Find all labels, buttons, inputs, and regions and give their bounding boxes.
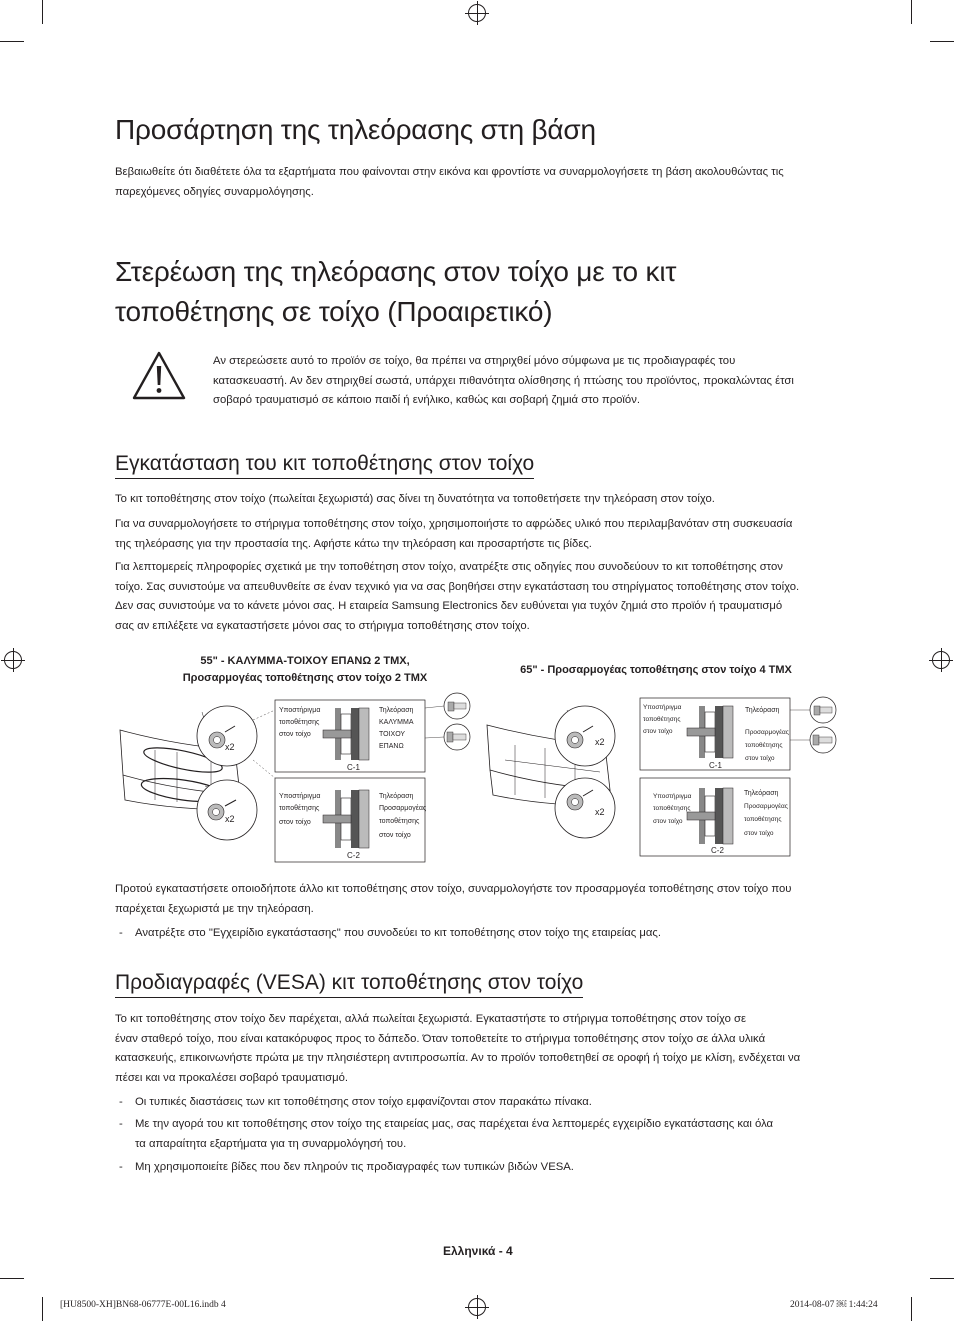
svg-text:τοποθέτησης: τοποθέτησης xyxy=(643,716,681,723)
paragraph: Για λεπτομερείς πληροφορίες σχετικά με την τοποθέτηση στον τοίχο, ανατρέξτε στις οδηγίες που συνοδεύουν το κιτ τοποθέτησης στον τοίχο. Σας συνιστούμε να απευθυνθείτε σε έναν τεχνικό για να σας βοηθήσει στην εγκατάσταση του στηρίγματος τοποθέτησης στον τοίχο. Δεν σας συνιστούμε να το κάνετε μόνοι σας. Η εταιρεία Samsung Electronics δεν ευθύνεται για τυχόν ζημιά στο προϊόν ή τραυματισμό σας αν επιλέξετε να εγκαταστήσετε μόνοι σας το στήριγμα τοποθέτησης στον τοίχο. xyxy=(115,561,800,632)
svg-text:Υποστήριγμα: Υποστήριγμα xyxy=(643,704,682,711)
crop-mark xyxy=(42,1297,43,1321)
paragraph: Το κιτ τοποθέτησης στον τοίχο δεν παρέχεται, αλλά πωλείται ξεχωριστά. Εγκαταστήστε το στήριγμα τοποθέτησης στον τοίχο σε έναν σταθερό τοίχο, που είναι κατακόρυφος προς το δάπεδο. Όταν τοποθετείτε το στήριγμα τοποθέτησης στον τοίχο σε άλλα υλικά κατασκευής, επικοινωνήστε πρώτα με την πλησιέστερη αντιπροσωπία. Αν το προϊόν τοποθετηθεί σε οροφή ή τοίχο με κλίση, ενδέχεται να πέσει και να προκαλέσει σοβαρό τραυματισμό. xyxy=(115,1013,801,1084)
svg-text:στον τοίχο: στον τοίχο xyxy=(279,819,311,826)
svg-text:C-2: C-2 xyxy=(347,851,360,860)
wall-mount-diagram-65 xyxy=(485,690,845,870)
svg-text:Προσαρμογέας: Προσαρμογέας xyxy=(745,729,789,736)
svg-text:x2: x2 xyxy=(595,737,605,747)
registration-mark-icon xyxy=(4,651,22,669)
wall-mount-diagram-55 xyxy=(115,690,475,870)
page-number: Ελληνικά - 4 xyxy=(443,1244,513,1258)
svg-text:x2: x2 xyxy=(225,742,235,752)
paragraph: Το κιτ τοποθέτησης στον τοίχο (πωλείται ξεχωριστά) σας δίνει τη δυνατότητα να τοποθετήσετε την τηλεόραση στον τοίχο. xyxy=(115,493,715,505)
svg-text:Υποστήριγμα: Υποστήριγμα xyxy=(279,793,321,800)
warning-text: Αν στερεώσετε αυτό το προϊόν σε τοίχο, θα πρέπει να στηριχθεί μόνο σύμφωνα με τις προδιαγραφές του κατασκευαστή. Αν δεν στηριχθεί σωστά, υπάρχει πιθανότητα ολίσθησης ή πτώσης του προϊόντος, προκαλώντας έτσι σοβαρό τραυματισμό σε κάποιο παιδί ή ενήλικο, καθώς και σοβαρή ζημιά στο προϊόν. xyxy=(213,355,794,406)
svg-text:Τηλεόραση: Τηλεόραση xyxy=(745,707,780,714)
crop-mark xyxy=(911,0,912,24)
note-item: - Οι τυπικές διαστάσεις των κιτ τοποθέτησης στον τοίχο εμφανίζονται στον παρακάτω πίνακα. xyxy=(119,1096,592,1108)
svg-text:τοποθέτησης: τοποθέτησης xyxy=(744,816,782,823)
svg-text:στον τοίχο: στον τοίχο xyxy=(745,755,775,762)
note-item: - Μη χρησιμοποιείτε βίδες που δεν πληρούν τις προδιαγραφές των τυπικών βιδών VESA. xyxy=(119,1161,574,1173)
svg-text:ΚΑΛΥΜΜΑ: ΚΑΛΥΜΜΑ xyxy=(379,719,414,726)
svg-text:στον τοίχο: στον τοίχο xyxy=(653,818,683,825)
svg-text:τοποθέτησης: τοποθέτησης xyxy=(653,805,691,812)
svg-text:ΕΠΑΝΩ: ΕΠΑΝΩ xyxy=(379,743,404,750)
crop-mark xyxy=(911,1297,912,1321)
svg-text:C-1: C-1 xyxy=(709,761,722,770)
svg-text:στον τοίχο: στον τοίχο xyxy=(643,728,673,735)
svg-text:στον τοίχο: στον τοίχο xyxy=(744,830,774,837)
svg-text:Τηλεόραση: Τηλεόραση xyxy=(744,790,779,797)
svg-text:Υποστήριγμα: Υποστήριγμα xyxy=(653,793,692,800)
section-title: Προσάρτηση της τηλεόρασης στη βάση xyxy=(115,114,596,145)
note-item: - Ανατρέξτε στο "Εγχειρίδιο εγκατάστασης" που συνοδεύει το κιτ τοποθέτησης στον τοίχο της εταιρείας μας. xyxy=(119,927,661,939)
crop-mark xyxy=(0,41,24,42)
svg-text:Προσαρμογέας: Προσαρμογέας xyxy=(379,805,427,812)
svg-text:Υποστήριγμα: Υποστήριγμα xyxy=(279,707,321,714)
note-item: - Με την αγορά του κιτ τοποθέτησης στον τοίχο της εταιρείας μας, σας παρέχεται ένα λεπτομερές εγχειρίδιο εγκατάστασης και όλα τα απαραίτητα εξαρτήματα για τη συναρμολόγησή του. xyxy=(119,1118,774,1150)
svg-text:C-2: C-2 xyxy=(711,846,724,855)
paragraph: Για να συναρμολογήσετε το στήριγμα τοποθέτησης στον τοίχο, χρησιμοποιήστε το αφρώδες υλικό που περιλαμβανόταν στη συσκευασία της τηλεόρασης για την προστασία της. Αφήστε κάτω την τηλεόραση και προσαρτήστε τις βίδες. xyxy=(115,518,793,550)
svg-text:Προσαρμογέας: Προσαρμογέας xyxy=(744,803,788,810)
svg-text:ΤΟΙΧΟΥ: ΤΟΙΧΟΥ xyxy=(379,731,406,738)
svg-text:τοποθέτησης: τοποθέτησης xyxy=(279,719,320,726)
registration-mark-icon xyxy=(468,1298,486,1316)
svg-text:τοποθέτησης: τοποθέτησης xyxy=(745,742,783,749)
registration-mark-icon xyxy=(468,4,486,22)
section-title: Στερέωση της τηλεόρασης στον τοίχο με το κιτ τοποθέτησης σε τοίχο (Προαιρετικό) xyxy=(115,256,677,327)
svg-text:τοποθέτησης: τοποθέτησης xyxy=(379,818,420,825)
svg-text:Τηλεόραση: Τηλεόραση xyxy=(379,707,414,714)
svg-text:x2: x2 xyxy=(225,814,235,824)
subsection-title: Προδιαγραφές (VESA) κιτ τοποθέτησης στον τοίχο xyxy=(115,971,583,998)
warning-triangle-icon xyxy=(131,350,187,402)
crop-mark xyxy=(930,1278,954,1279)
svg-text:στον τοίχο: στον τοίχο xyxy=(379,832,411,839)
svg-text:στον τοίχο: στον τοίχο xyxy=(279,731,311,738)
subsection-title: Εγκατάσταση του κιτ τοποθέτησης στον τοίχο xyxy=(115,452,534,479)
print-slug-datetime: 2014-08-07 ￼ 1:44:24 xyxy=(790,1300,878,1310)
figure-caption-55: 55" - ΚΑΛΥΜΜΑ-ΤΟΙΧΟΥ ΕΠΑΝΩ 2 ΤΜΧ, Προσαρμογέας τοποθέτησης στον τοίχο 2 ΤΜΧ xyxy=(182,655,428,684)
registration-mark-icon xyxy=(932,651,950,669)
svg-text:C-1: C-1 xyxy=(347,763,360,772)
crop-mark xyxy=(0,1278,24,1279)
figure-caption-65: 65" - Προσαρμογέας τοποθέτησης στον τοίχο 4 ΤΜΧ xyxy=(520,664,792,676)
crop-mark xyxy=(42,0,43,24)
svg-text:x2: x2 xyxy=(595,807,605,817)
svg-text:τοποθέτησης: τοποθέτησης xyxy=(279,805,320,812)
paragraph: Βεβαιωθείτε ότι διαθέτετε όλα τα εξαρτήματα που φαίνονται στην εικόνα και φροντίστε να συναρμολογήσετε τη βάση ακολουθώντας τις παρεχόμενες οδηγίες συναρμολόγησης. xyxy=(115,166,784,198)
crop-mark xyxy=(930,41,954,42)
paragraph: Προτού εγκαταστήσετε οποιοδήποτε άλλο κιτ τοποθέτησης στον τοίχο, συναρμολογήστε τον προσαρμογέα τοποθέτησης στον τοίχο που παρέχεται ξεχωριστά με την τηλεόραση. xyxy=(115,883,792,915)
svg-text:Τηλεόραση: Τηλεόραση xyxy=(379,793,414,800)
print-slug-file: [HU8500-XH]BN68-06777E-00L16.indb 4 xyxy=(60,1300,226,1310)
